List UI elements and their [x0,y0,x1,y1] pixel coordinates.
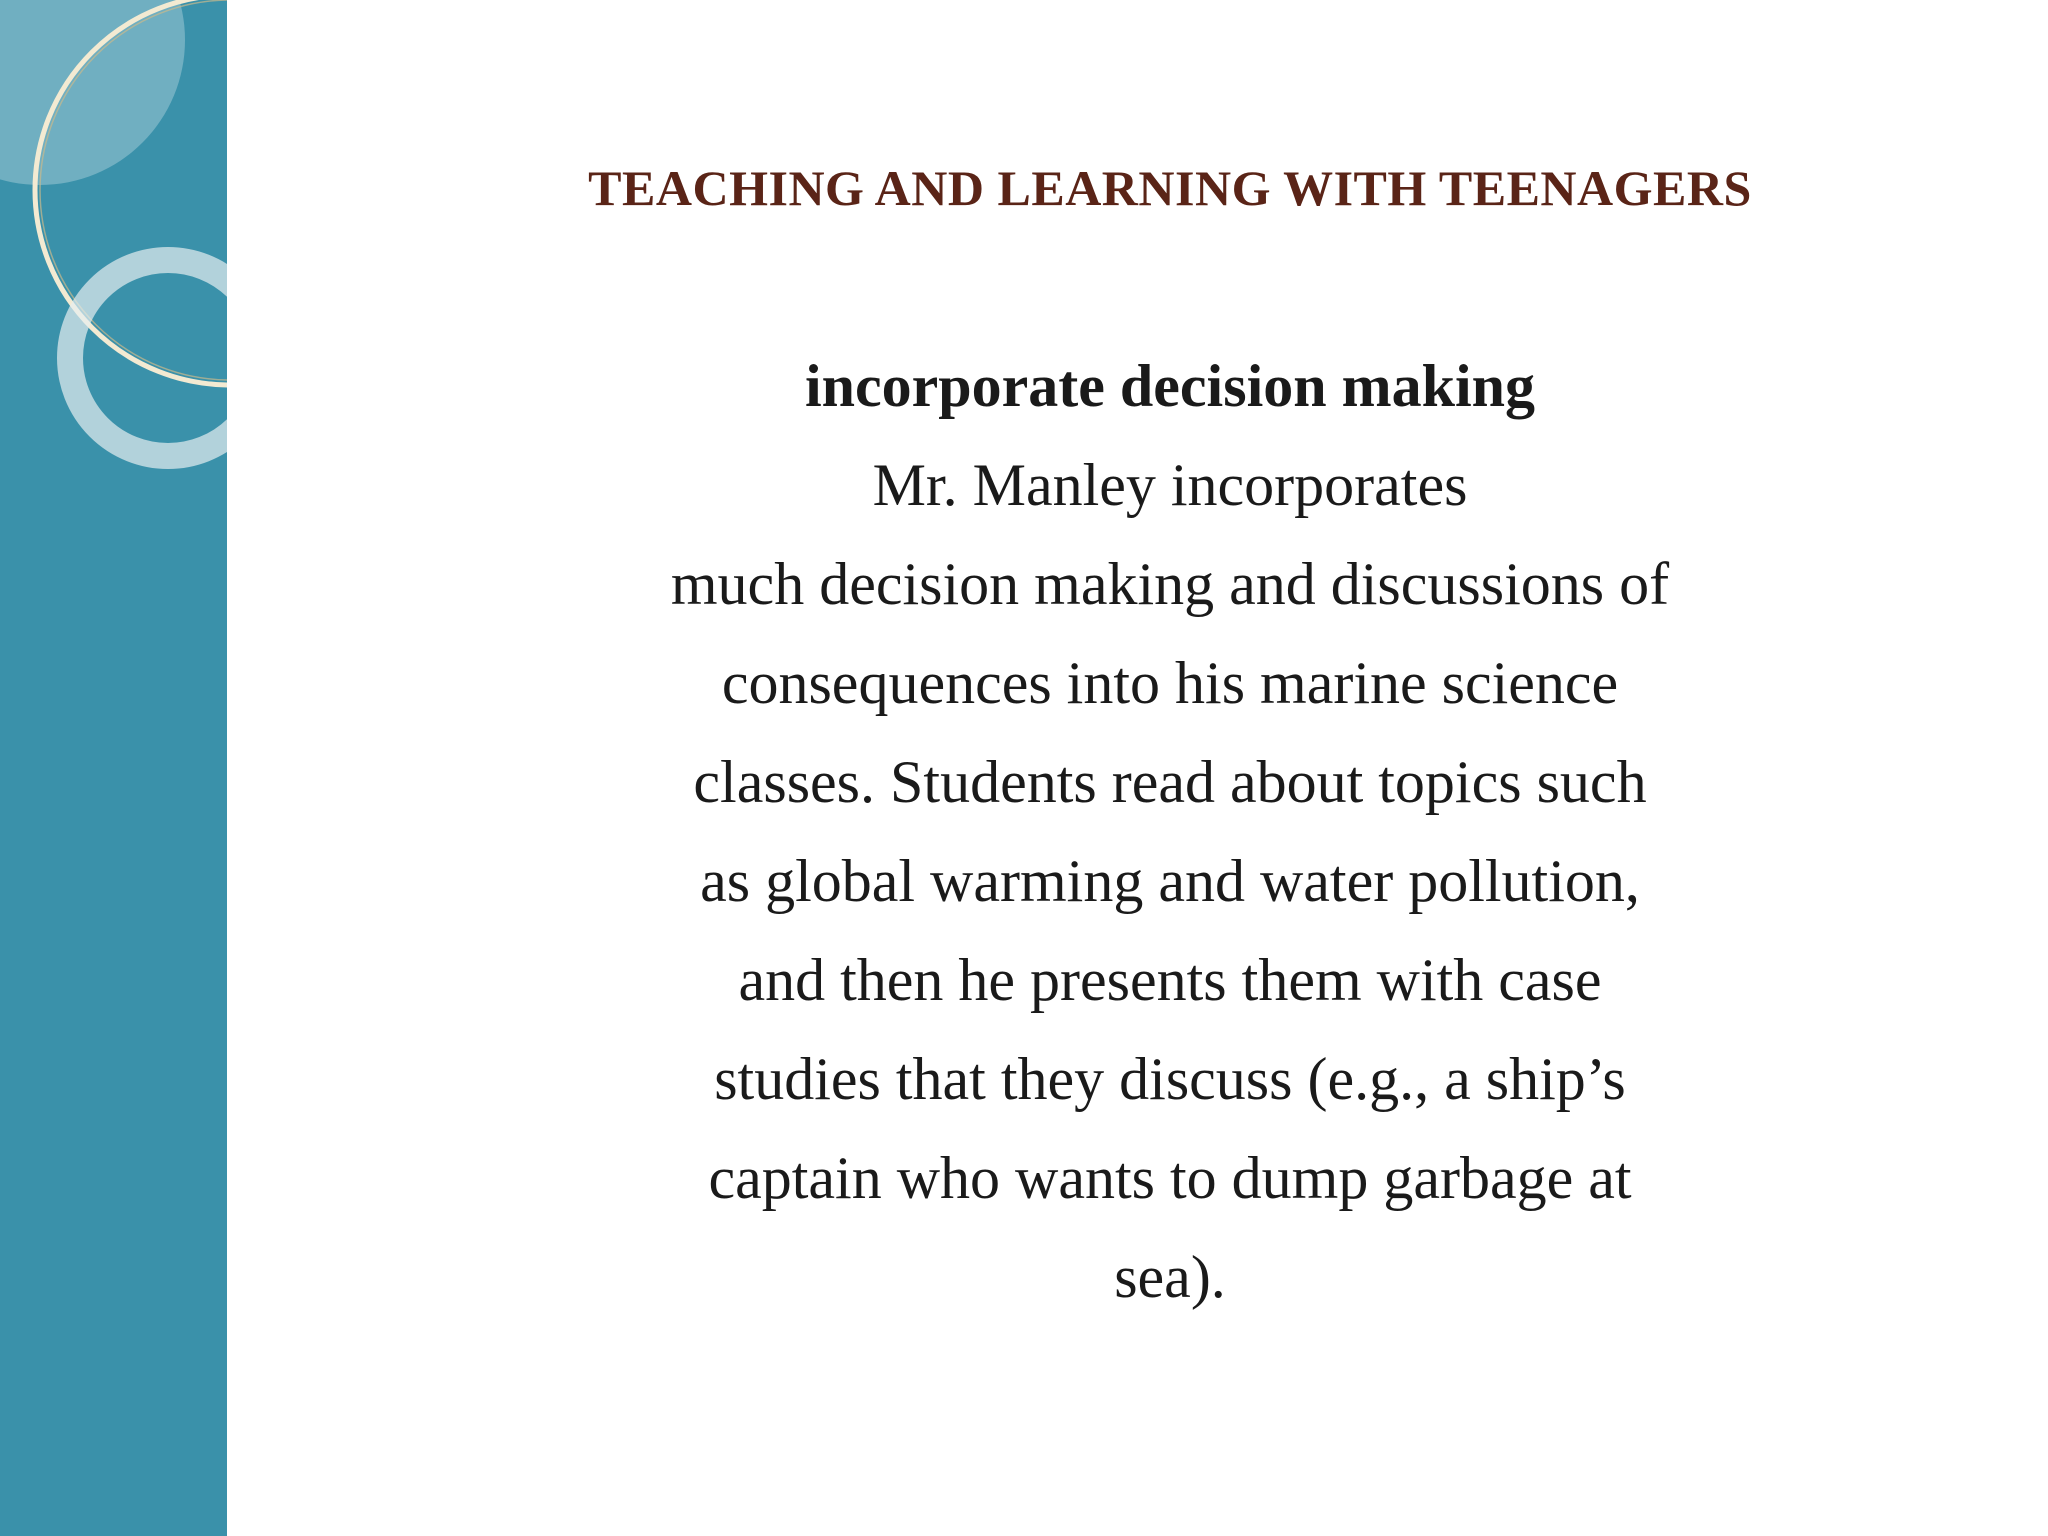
slide-body [500,337,1840,1327]
paragraph-line: Mr. Manley incorporates [872,452,1468,518]
body-paragraph [500,436,1840,1327]
paragraph-line: as global warming and water pollution, [700,848,1640,914]
circle-rings-ornament-icon [0,0,227,500]
paragraph-line: much decision making and discussions of [670,551,1670,617]
paragraph-line: classes. Students read about topics such [693,749,1647,815]
subheading: incorporate decision making [805,353,1535,419]
slide-title: TEACHING AND LEARNING WITH TEENAGERS [588,160,1752,216]
paragraph-line: and then he presents them with case [738,947,1602,1013]
paragraph-line: captain who wants to dump garbage at [708,1145,1632,1211]
paragraph-line: consequences into his marine science [721,650,1619,716]
paragraph-line: studies that they discuss (e.g., a ship’s [714,1046,1626,1112]
paragraph-line: sea). [1114,1244,1226,1310]
